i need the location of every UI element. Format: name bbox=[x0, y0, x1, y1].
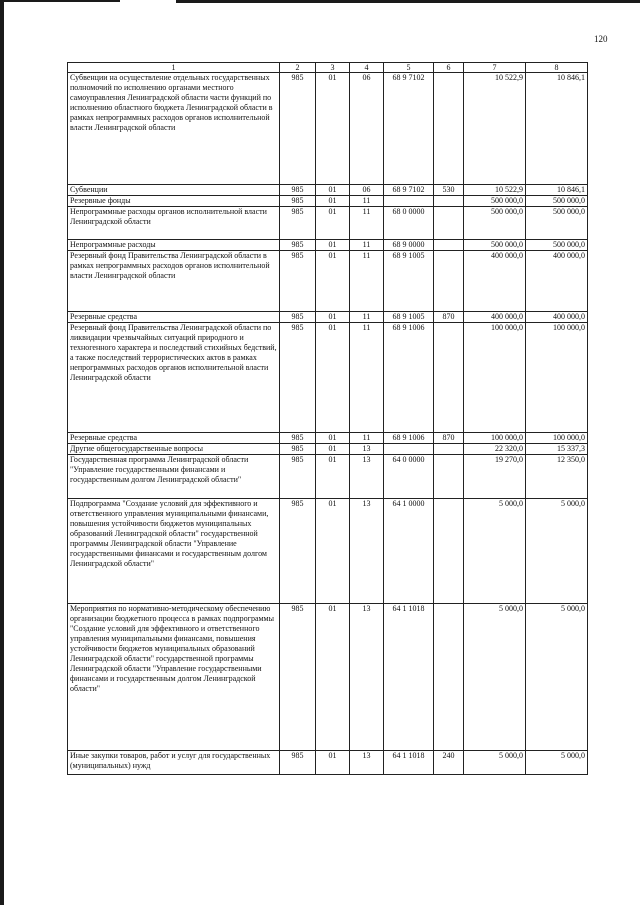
table-header-row bbox=[68, 63, 588, 73]
row-rz: 01 bbox=[316, 73, 350, 185]
row-vr bbox=[434, 455, 464, 499]
header-cell: 3 bbox=[316, 63, 350, 73]
table-row bbox=[68, 444, 588, 455]
header-cell: 6 bbox=[434, 63, 464, 73]
row-vr: 240 bbox=[434, 751, 464, 775]
row-sum2: 10 846,1 bbox=[526, 73, 588, 185]
table-row bbox=[68, 251, 588, 312]
row-ved: 985 bbox=[280, 312, 316, 323]
row-vr: 870 bbox=[434, 312, 464, 323]
table-row bbox=[68, 240, 588, 251]
row-sum1: 500 000,0 bbox=[464, 207, 526, 240]
row-csr: 68 9 1006 bbox=[384, 433, 434, 444]
row-csr: 68 9 1006 bbox=[384, 323, 434, 433]
row-rz: 01 bbox=[316, 323, 350, 433]
row-sum2: 10 846,1 bbox=[526, 185, 588, 196]
row-name: Резервный фонд Правительства Ленинградской области в рамках непрограммных расходов органов исполнительной власти Ленинградской области bbox=[68, 251, 280, 312]
row-pr: 11 bbox=[350, 207, 384, 240]
row-sum2: 500 000,0 bbox=[526, 240, 588, 251]
row-sum1: 5 000,0 bbox=[464, 499, 526, 604]
row-csr bbox=[384, 196, 434, 207]
row-csr: 64 0 0000 bbox=[384, 455, 434, 499]
row-ved: 985 bbox=[280, 185, 316, 196]
row-pr: 13 bbox=[350, 444, 384, 455]
row-name: Непрограммные расходы bbox=[68, 240, 280, 251]
row-rz: 01 bbox=[316, 251, 350, 312]
row-rz: 01 bbox=[316, 240, 350, 251]
table-row bbox=[68, 499, 588, 604]
row-ved: 985 bbox=[280, 196, 316, 207]
row-name: Другие общегосударственные вопросы bbox=[68, 444, 280, 455]
row-sum1: 22 320,0 bbox=[464, 444, 526, 455]
row-pr: 13 bbox=[350, 455, 384, 499]
row-ved: 985 bbox=[280, 323, 316, 433]
table-row bbox=[68, 751, 588, 775]
row-name: Подпрограмма "Создание условий для эффективного и ответственного управления муниципальными финансами, повышения устойчивости бюджетов муниципальных образований Ленинградской области" государственной программы Ленинградской области "Управление государственными финансами и государственным долгом Ленинградской области" bbox=[68, 499, 280, 604]
row-csr: 68 9 1005 bbox=[384, 251, 434, 312]
row-ved: 985 bbox=[280, 444, 316, 455]
row-vr bbox=[434, 323, 464, 433]
row-name: Резервные фонды bbox=[68, 196, 280, 207]
row-ved: 985 bbox=[280, 251, 316, 312]
row-rz: 01 bbox=[316, 751, 350, 775]
row-vr: 530 bbox=[434, 185, 464, 196]
row-sum2: 500 000,0 bbox=[526, 207, 588, 240]
row-pr: 13 bbox=[350, 604, 384, 751]
table-row bbox=[68, 455, 588, 499]
row-rz: 01 bbox=[316, 185, 350, 196]
row-ved: 985 bbox=[280, 751, 316, 775]
table-row bbox=[68, 207, 588, 240]
row-rz: 01 bbox=[316, 444, 350, 455]
table-row bbox=[68, 604, 588, 751]
header-cell: 4 bbox=[350, 63, 384, 73]
row-vr: 870 bbox=[434, 433, 464, 444]
row-sum1: 5 000,0 bbox=[464, 751, 526, 775]
budget-table bbox=[67, 62, 588, 775]
row-name: Резервные средства bbox=[68, 433, 280, 444]
row-csr: 68 9 7102 bbox=[384, 73, 434, 185]
table-row bbox=[68, 185, 588, 196]
row-rz: 01 bbox=[316, 433, 350, 444]
header-cell: 7 bbox=[464, 63, 526, 73]
scan-edge-top bbox=[176, 0, 640, 3]
row-sum2: 5 000,0 bbox=[526, 604, 588, 751]
row-sum1: 500 000,0 bbox=[464, 196, 526, 207]
row-name: Резервные средства bbox=[68, 312, 280, 323]
header-cell: 1 bbox=[68, 63, 280, 73]
row-name: Непрограммные расходы органов исполнительной власти Ленинградской области bbox=[68, 207, 280, 240]
table-row bbox=[68, 73, 588, 185]
row-sum2: 400 000,0 bbox=[526, 251, 588, 312]
row-sum2: 500 000,0 bbox=[526, 196, 588, 207]
row-sum1: 10 522,9 bbox=[464, 73, 526, 185]
row-ved: 985 bbox=[280, 499, 316, 604]
row-vr bbox=[434, 240, 464, 251]
row-name: Мероприятия по нормативно-методическому обеспечению организации бюджетного процесса в рамках подпрограммы "Создание условий для эффективного и ответственного управления муниципальными финансами, повышения устойчивости бюджетов муниципальных образований Ленинградской области" государственной программы Ленинградской области "Управление государственными финансами и государственным долгом Ленинградской области" bbox=[68, 604, 280, 751]
row-csr: 68 0 0000 bbox=[384, 207, 434, 240]
row-csr: 68 9 1005 bbox=[384, 312, 434, 323]
row-pr: 11 bbox=[350, 312, 384, 323]
row-name: Иные закупки товаров, работ и услуг для государственных (муниципальных) нужд bbox=[68, 751, 280, 775]
table-row bbox=[68, 312, 588, 323]
row-pr: 13 bbox=[350, 499, 384, 604]
row-rz: 01 bbox=[316, 196, 350, 207]
row-vr bbox=[434, 73, 464, 185]
row-rz: 01 bbox=[316, 455, 350, 499]
row-ved: 985 bbox=[280, 73, 316, 185]
row-sum2: 5 000,0 bbox=[526, 751, 588, 775]
row-sum1: 100 000,0 bbox=[464, 433, 526, 444]
row-sum1: 400 000,0 bbox=[464, 251, 526, 312]
row-ved: 985 bbox=[280, 240, 316, 251]
row-sum1: 400 000,0 bbox=[464, 312, 526, 323]
scan-edge-top-left bbox=[0, 0, 120, 2]
row-csr: 64 1 1018 bbox=[384, 751, 434, 775]
row-sum2: 15 337,3 bbox=[526, 444, 588, 455]
row-vr bbox=[434, 207, 464, 240]
header-cell: 5 bbox=[384, 63, 434, 73]
row-name: Субвенции на осуществление отдельных государственных полномочий по исполнению органами местного самоуправления Ленинградской области части функций по исполнению областного бюджета Ленинградской области в рамках непрограммных расходов органов исполнительной власти Ленинградской области bbox=[68, 73, 280, 185]
table-row bbox=[68, 323, 588, 433]
row-pr: 13 bbox=[350, 751, 384, 775]
row-pr: 11 bbox=[350, 433, 384, 444]
row-sum1: 10 522,9 bbox=[464, 185, 526, 196]
row-vr bbox=[434, 251, 464, 312]
row-sum2: 100 000,0 bbox=[526, 323, 588, 433]
row-vr bbox=[434, 444, 464, 455]
row-vr bbox=[434, 499, 464, 604]
row-pr: 06 bbox=[350, 73, 384, 185]
row-sum1: 500 000,0 bbox=[464, 240, 526, 251]
row-rz: 01 bbox=[316, 312, 350, 323]
row-ved: 985 bbox=[280, 604, 316, 751]
row-name: Субвенции bbox=[68, 185, 280, 196]
row-csr: 68 9 7102 bbox=[384, 185, 434, 196]
row-csr: 68 9 0000 bbox=[384, 240, 434, 251]
row-ved: 985 bbox=[280, 455, 316, 499]
row-name: Государственная программа Ленинградской области "Управление государственными финансами и государственным долгом Ленинградской области" bbox=[68, 455, 280, 499]
row-rz: 01 bbox=[316, 499, 350, 604]
table-row bbox=[68, 196, 588, 207]
row-csr: 64 1 0000 bbox=[384, 499, 434, 604]
row-pr: 11 bbox=[350, 323, 384, 433]
row-ved: 985 bbox=[280, 207, 316, 240]
row-name: Резервный фонд Правительства Ленинградской области по ликвидации чрезвычайных ситуаций природного и техногенного характера и последствий стихийных бедствий, а также последствий террористических актов в рамках непрограммных расходов органов исполнительной власти Ленинградской области bbox=[68, 323, 280, 433]
row-pr: 11 bbox=[350, 240, 384, 251]
row-csr: 64 1 1018 bbox=[384, 604, 434, 751]
scan-edge-left bbox=[0, 0, 4, 905]
header-cell: 2 bbox=[280, 63, 316, 73]
row-csr bbox=[384, 444, 434, 455]
row-rz: 01 bbox=[316, 207, 350, 240]
row-sum1: 5 000,0 bbox=[464, 604, 526, 751]
row-ved: 985 bbox=[280, 433, 316, 444]
row-vr bbox=[434, 196, 464, 207]
row-pr: 11 bbox=[350, 196, 384, 207]
page-number: 120 bbox=[594, 34, 608, 44]
row-sum1: 100 000,0 bbox=[464, 323, 526, 433]
row-sum2: 400 000,0 bbox=[526, 312, 588, 323]
table-row bbox=[68, 433, 588, 444]
row-sum2: 5 000,0 bbox=[526, 499, 588, 604]
row-sum2: 100 000,0 bbox=[526, 433, 588, 444]
header-cell: 8 bbox=[526, 63, 588, 73]
row-vr bbox=[434, 604, 464, 751]
row-pr: 06 bbox=[350, 185, 384, 196]
row-sum1: 19 270,0 bbox=[464, 455, 526, 499]
row-sum2: 12 350,0 bbox=[526, 455, 588, 499]
row-rz: 01 bbox=[316, 604, 350, 751]
row-pr: 11 bbox=[350, 251, 384, 312]
